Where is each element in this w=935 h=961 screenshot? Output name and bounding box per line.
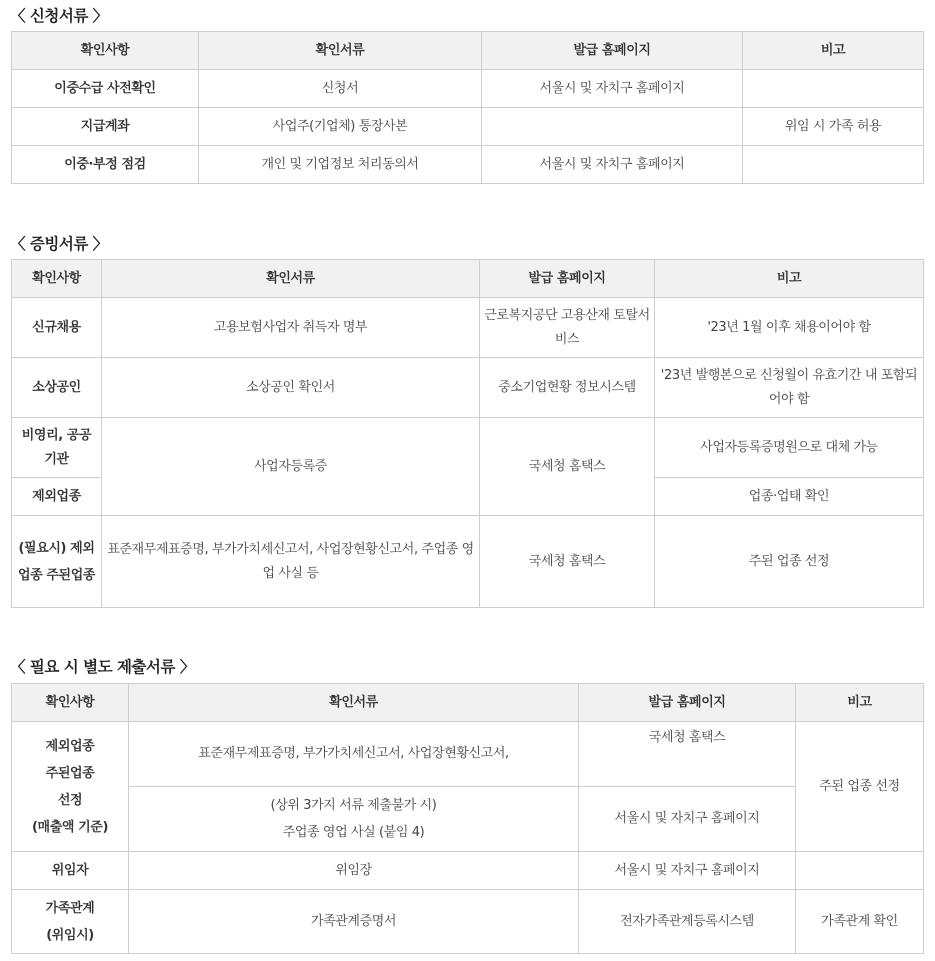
document-cell [129, 787, 579, 852]
issuing-site-cell [482, 108, 743, 146]
check-item-line: 선정 [57, 792, 83, 808]
document-cell: 개인 및 기업정보 처리동의서 [199, 146, 482, 184]
header-issuing-site: 발급 홈페이지 [480, 260, 655, 298]
table-row [12, 108, 924, 146]
section-title-additional-docs: 〈 필요 시 별도 제출서류 〉 [10, 658, 195, 676]
document-cell: 가족관계증명서 [129, 890, 579, 954]
table-row [12, 787, 924, 852]
issuing-site-cell: 전자가족관계등록시스템 [579, 890, 796, 954]
table-row [12, 70, 924, 108]
document-cell: 소상공인 확인서 [102, 358, 480, 418]
check-item-cell: 이중·부정 점검 [12, 146, 199, 184]
header-check-item: 확인사항 [12, 260, 102, 298]
check-item-line: 주된업종 [45, 765, 95, 781]
check-item-cell [12, 722, 129, 852]
check-item-cell: 지급계좌 [12, 108, 199, 146]
check-item-line: (위임시) [46, 927, 94, 943]
check-item-cell: 위임자 [12, 852, 129, 890]
check-item-cell [12, 890, 129, 954]
table-row [12, 516, 924, 608]
table-row [12, 358, 924, 418]
evidence-docs-table [11, 259, 924, 608]
issuing-site-cell: 중소기업현황 정보시스템 [480, 358, 655, 418]
document-cell: 사업자등록증 [102, 418, 480, 516]
check-item-line: (매출액 기준) [32, 819, 108, 835]
note-cell: '23년 발행본으로 신청월이 유효기간 내 포함되어야 함 [655, 358, 924, 418]
issuing-site-cell: 근로복지공단 고용산재 토탈서비스 [480, 298, 655, 358]
document-line: (상위 3가지 서류 제출불가 시) [270, 798, 437, 813]
note-cell: 사업자등록증명원으로 대체 가능 [655, 418, 924, 478]
document-cell: 표준재무제표증명, 부가가치세신고서, 사업장현황신고서, 주업종 영업 사실 등 [102, 516, 480, 608]
issuing-site-cell: 서울시 및 자치구 홈페이지 [579, 852, 796, 890]
header-note: 비고 [743, 32, 924, 70]
note-cell: 업종·업태 확인 [655, 478, 924, 516]
document-cell: 표준재무제표증명, 부가가치세신고서, 사업장현황신고서, [129, 722, 579, 787]
table-header-row [12, 684, 924, 722]
table-row [12, 418, 924, 478]
section-title-evidence-docs: 〈 증빙서류 〉 [10, 235, 108, 253]
header-note: 비고 [655, 260, 924, 298]
note-cell: 위임 시 가족 허용 [743, 108, 924, 146]
application-docs-table [11, 31, 924, 184]
table-row [12, 890, 924, 954]
check-item-cell: 제외업종 [12, 478, 102, 516]
table-row [12, 852, 924, 890]
table-row [12, 298, 924, 358]
header-document: 확인서류 [199, 32, 482, 70]
check-item-cell: (필요시) 제외업종 주된업종 [12, 516, 102, 608]
document-cell: 위임장 [129, 852, 579, 890]
table-row [12, 722, 924, 787]
table-row [12, 146, 924, 184]
table-header-row [12, 260, 924, 298]
check-item-cell: 신규채용 [12, 298, 102, 358]
issuing-site-cell: 국세청 홈택스 [480, 516, 655, 608]
document-cell: 고용보험사업자 취득자 명부 [102, 298, 480, 358]
note-cell: 주된 업종 선정 [796, 722, 924, 852]
header-issuing-site: 발급 홈페이지 [482, 32, 743, 70]
note-cell: 주된 업종 선정 [655, 516, 924, 608]
header-note: 비고 [796, 684, 924, 722]
header-document: 확인서류 [129, 684, 579, 722]
issuing-site-cell: 서울시 및 자치구 홈페이지 [482, 70, 743, 108]
header-document: 확인서류 [102, 260, 480, 298]
issuing-site-cell: 서울시 및 자치구 홈페이지 [579, 787, 796, 852]
table-header-row [12, 32, 924, 70]
note-cell: 가족관계 확인 [796, 890, 924, 954]
additional-docs-table [11, 683, 924, 954]
check-item-line: 제외업종 [45, 738, 95, 754]
document-cell: 사업주(기업체) 통장사본 [199, 108, 482, 146]
note-cell [796, 852, 924, 890]
header-issuing-site: 발급 홈페이지 [579, 684, 796, 722]
check-item-cell: 소상공인 [12, 358, 102, 418]
note-cell: '23년 1월 이후 채용이어야 함 [655, 298, 924, 358]
issuing-site-cell: 국세청 홈택스 [480, 418, 655, 516]
check-item-cell: 이중수급 사전확인 [12, 70, 199, 108]
issuing-site-cell: 국세청 홈택스 [579, 722, 796, 787]
document-cell: 신청서 [199, 70, 482, 108]
header-check-item: 확인사항 [12, 684, 129, 722]
issuing-site-cell: 서울시 및 자치구 홈페이지 [482, 146, 743, 184]
header-check-item: 확인사항 [12, 32, 199, 70]
note-cell [743, 146, 924, 184]
check-item-line: 가족관계 [45, 900, 95, 916]
check-item-cell: 비영리, 공공기관 [12, 418, 102, 478]
note-cell [743, 70, 924, 108]
section-title-application-docs: 〈 신청서류 〉 [10, 7, 108, 25]
document-line: 주업종 영업 사실 (붙임 4) [282, 825, 425, 840]
